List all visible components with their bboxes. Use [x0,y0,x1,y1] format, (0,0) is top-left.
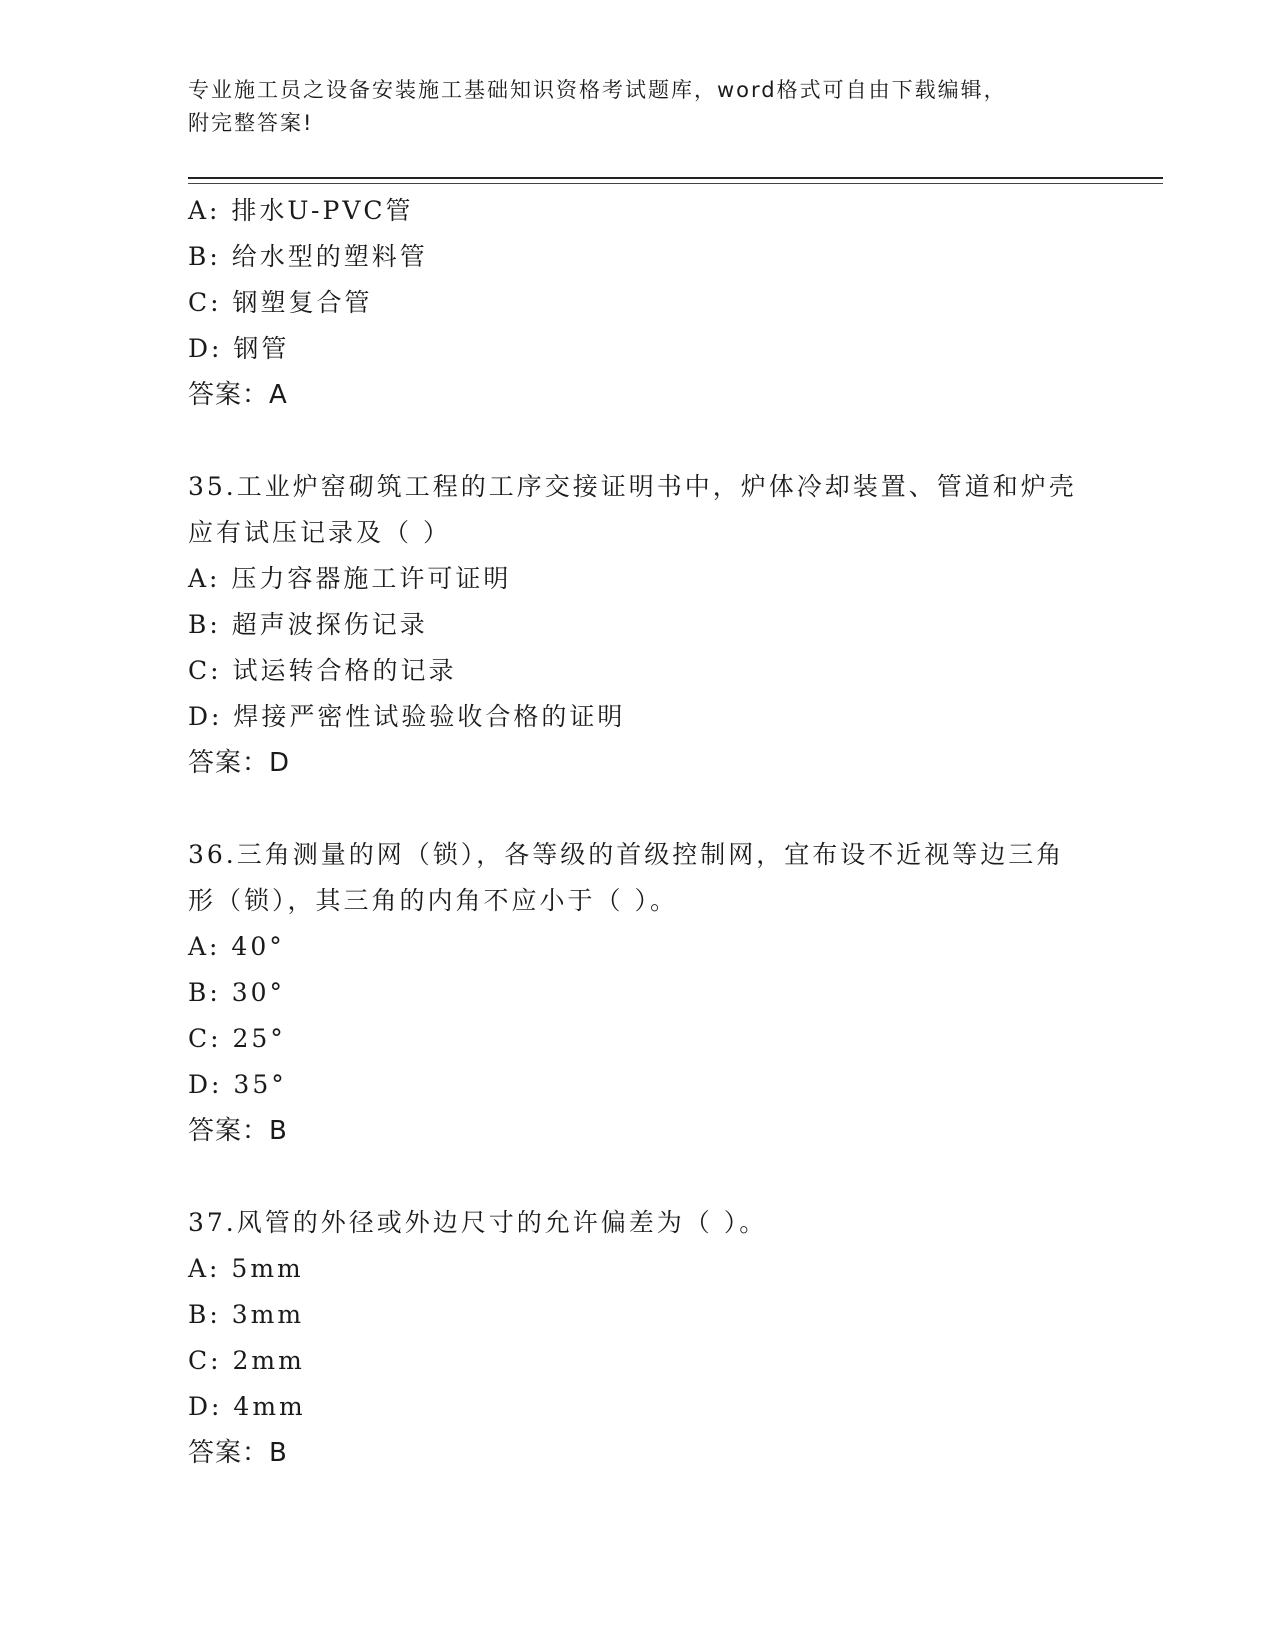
option-c: C: 钢塑复合管 [188,288,373,317]
option-b: B: 超声波探伤记录 [188,610,428,639]
option-d: D: 焊接严密性试验验收合格的证明 [188,702,626,731]
option-a: A: 5mm [188,1254,304,1283]
option-a: A: 40° [188,932,285,961]
header-divider-thick [188,177,1163,179]
option-a: A: 压力容器施工许可证明 [188,564,512,593]
header-divider-thin [188,183,1163,184]
question-36 [188,832,1088,1154]
question-stem: 36.三角测量的网（锁），各等级的首级控制网，宜布设不近视等边三角形（锁），其三角的内角不应小于（ ）。 [188,840,1065,915]
answer-line: 答案：D [188,748,291,778]
option-b: B: 30° [188,978,286,1007]
question-list [188,188,1088,1476]
answer-line: 答案：A [188,380,288,410]
question-stem: 37.风管的外径或外边尺寸的允许偏差为（ ）。 [188,1208,768,1237]
option-d: D: 4mm [188,1392,306,1421]
answer-line: 答案：B [188,1116,288,1146]
option-c: C: 25° [188,1024,286,1053]
option-b: B: 3mm [188,1300,305,1329]
option-c: C: 2mm [188,1346,305,1375]
header-line-1: 专业施工员之设备安装施工基础知识资格考试题库，word格式可自由下载编辑， [188,78,1007,102]
header-line-2: 附完整答案! [188,111,314,135]
option-d: D: 钢管 [188,334,290,363]
question-34-continued [188,188,1088,418]
question-stem: 35.工业炉窑砌筑工程的工序交接证明书中，炉体冷却装置、管道和炉壳应有试压记录及（ ） [188,472,1077,547]
option-d: D: 35° [188,1070,287,1099]
question-37 [188,1200,1088,1476]
question-35 [188,464,1088,786]
option-b: B: 给水型的塑料管 [188,242,428,271]
answer-line: 答案：B [188,1438,288,1468]
option-a: A: 排水U-PVC管 [188,196,414,225]
option-c: C: 试运转合格的记录 [188,656,457,685]
document-header [188,74,1088,140]
